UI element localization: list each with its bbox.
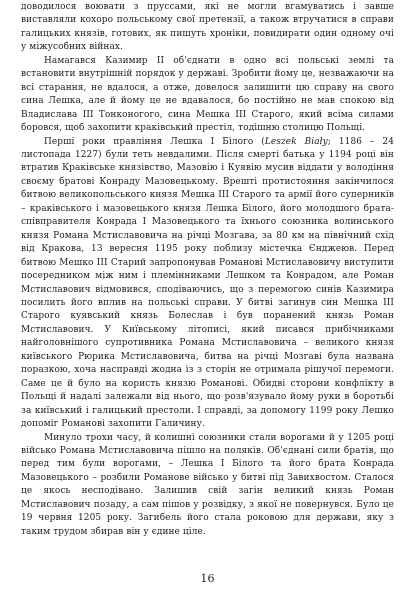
body-text — [21, 1, 394, 539]
paragraph-1 — [21, 1, 394, 55]
paragraph-4-text: Минуло трохи часу, й колишні союзники стали ворогами й у 1205 році військо Романа Мстиславовича пішло на поляків. Об'єднані сили братів, що перед тим були ворогами, – Лешка I Білого та його брата Конрада Мазовецького – розбили Романове військо у битві під Завихвостом. Сталося це якось несподівано. Залишив свій загін великий князь Роман Мстиславович позаду, а сам пішов у розвідку, з якої не повернувся. Було це 19 червня 1205 року. Загибель його стала роковою для держави, яку з таким трудом збирав він у єдине ціле. — [21, 432, 394, 537]
paragraph-1-text: доводилося воювати з пруссами, які не могли вгамуватись і завше виставляли кохоро польському свої претензії, а також втручатися в справи галицьких князів, готових, як пишуть хроніки, повидирати один одному очі у міжусобних війнах. — [21, 2, 394, 53]
paragraph-3-text-start: Перші роки правління Лешка I Білого ( — [44, 136, 265, 147]
paragraph-3-text-rest: ; 1186 – 24 листопада 1227) були теть невдалими. Після смерті батька у 1194 році він втратив Краківське князівство, Мазовію і Куявію мусив віддати у володіння своєму братові Конраду Мазовецькому. Врешті протистояння закінчилося битвою великопольського князя Мешка III Старого та армії його суперників – краківського і мазовецького князя Лешка Білого, його молодшого брата-співправителя Конрада I Мазовецького та їхнього союзника волинського князя Романа Мстиславовича на річці Мозгава, за 80 км на північний схід від Кракова, 13 вересня 1195 року поблизу містечка Єнджеюв. Перед битвою Мешко III Старий запропонував Романові Мстиславовичу виступити посередником між ним і племінниками Лешком та Конрадом, але Роман Мстиславович відмовився, сподіваючись, що з перемогою синів Казимира посилить його вплив на польські справи. У битві загинув син Мешка III Старого куявський князь Болеслав і був поранений князь Роман Мстиславович. У Київському літописі, який писався прибічниками найголовнішого супротивника Романа Мстиславовича – великого князя київського Рюрика Мстиславовича, битва на річці Мозгаві була названа поразкою, хоча насправді жодна із з сторін не отримала рішучої перемоги. Саме це й було на користь князю Романові. Обидві сторони конфлікту в Польщі й надалі залежали від нього, що розв'язувало йому руки в боротьбі за київський і галицький престоли. І справді, за допомогу 1199 року Лешко допоміг Романові захопити Галичину. — [21, 136, 394, 430]
paragraph-4 — [21, 432, 394, 540]
paragraph-2-text: Намагався Казимир II об'єднати в одно всі польські землі та встановити внутрішній порядок у державі. Зробити йому це, незважаючи на всі старання, не вдалося, а отже, довелося залишити цю справу на свого сина Лешка, але й йому це не вдавалося, бо постійно не мав спокою від Владислава III Тонконогого, сина Мешка III Старого, який всіма силами боровся, щоб захопити краківський престіл, тодішню столицю Польщі. — [21, 55, 394, 134]
paragraph-3 — [21, 136, 394, 432]
page-number: 16 — [200, 572, 215, 585]
paragraph-2 — [21, 55, 394, 136]
book-page — [21, 0, 394, 600]
polish-name-italic: Leszek Biały — [264, 136, 328, 147]
